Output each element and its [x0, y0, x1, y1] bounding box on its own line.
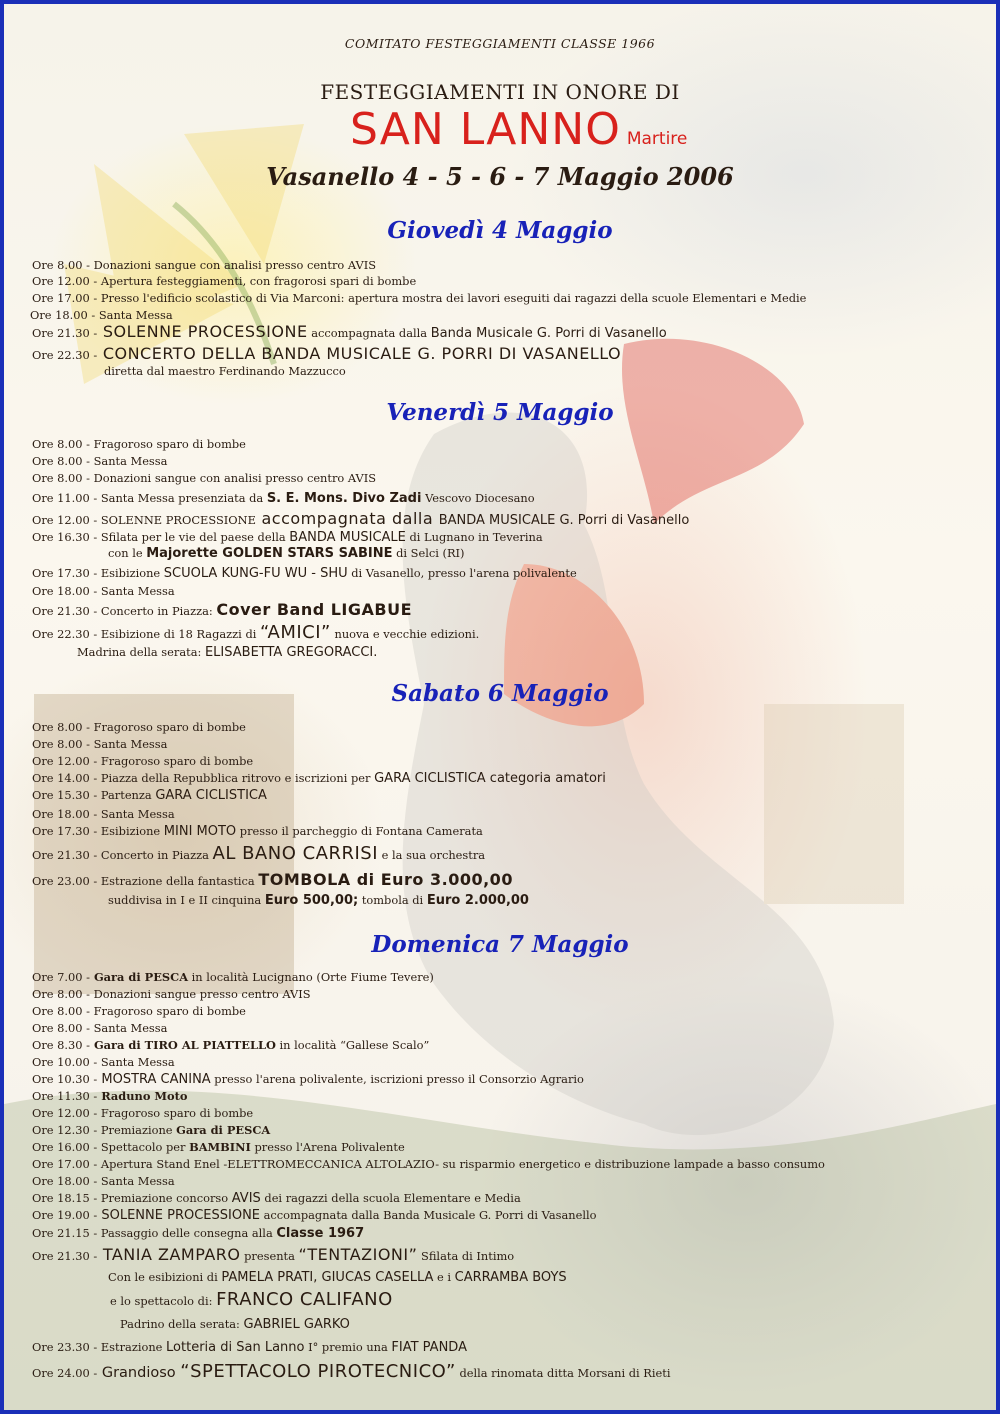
event-line	[32, 1004, 246, 1019]
event-line	[32, 324, 667, 341]
event-line	[108, 1270, 567, 1285]
event-line	[32, 824, 483, 839]
event-text: diretta dal maestro Ferdinando Mazzucco	[104, 364, 346, 378]
event-time: Ore 17.00 -	[32, 1157, 98, 1171]
event-line	[32, 1226, 364, 1241]
event-text: SCUOLA KUNG-FU WU - SHU	[163, 566, 348, 581]
event-line	[32, 1174, 175, 1189]
saint-name: SAN LANNO	[350, 104, 621, 155]
event-text: Lotteria di San Lanno	[166, 1340, 305, 1355]
event-text: e la sua orchestra	[378, 848, 486, 862]
event-text: Donazioni sangue con analisi presso centro AVIS	[89, 471, 377, 485]
event-time: Ore 7.00 -	[32, 970, 90, 984]
event-text: BANDA MUSICALE G. Porri di Vasanello	[438, 513, 690, 528]
event-time: Ore 12.00 -	[32, 513, 98, 527]
event-time: Ore 21.30 -	[32, 1249, 98, 1263]
event-time: Ore 10.30 -	[32, 1072, 98, 1086]
event-text: Gara di TIRO AL PIATTELLO	[89, 1038, 276, 1052]
saint-title	[350, 104, 687, 155]
event-time: Ore 18.00 -	[32, 584, 98, 598]
event-text: Fragoroso sparo di bombe	[89, 720, 246, 734]
event-text: “SPETTACOLO PIROTECNICO”	[180, 1361, 456, 1382]
event-text: di Lugnano in Teverina	[405, 530, 543, 544]
event-text: Fragoroso sparo di bombe	[89, 437, 246, 451]
event-text: Classe 1967	[276, 1226, 365, 1241]
event-line	[32, 1361, 671, 1382]
event-line	[32, 754, 253, 769]
event-text: TOMBOLA di Euro 3.000,00	[258, 870, 513, 889]
event-text: Sfilata per le vie del paese della	[97, 530, 290, 544]
event-text: FIAT PANDA	[391, 1340, 467, 1355]
event-line	[32, 1038, 429, 1053]
event-text: Concerto in Piazza	[97, 848, 213, 862]
event-time: Ore 24.00 -	[32, 1366, 98, 1380]
event-text: FRANCO CALIFANO	[216, 1289, 393, 1310]
event-text: AVIS	[231, 1191, 261, 1206]
event-text: Gara di PESCA	[176, 1123, 271, 1137]
event-time: Ore 17.00 -	[32, 291, 98, 305]
event-text: SOLENNE PROCESSIONE	[97, 1208, 261, 1223]
event-text: MINI MOTO	[163, 824, 237, 839]
event-line	[108, 546, 464, 561]
event-text: TANIA ZAMPARO	[97, 1245, 241, 1264]
event-text: Fragoroso sparo di bombe	[97, 1106, 254, 1120]
event-text: in località “Gallese Scalo”	[275, 1038, 430, 1052]
event-line	[30, 308, 173, 323]
event-text: Apertura Stand Enel -ELETTROMECCANICA ALTOLAZIO- su risparmio energetico e distribuzione lampade a basso consumo	[97, 1157, 825, 1171]
event-time: Ore 11.30 -	[32, 1089, 98, 1103]
event-text: Padrino della serata:	[120, 1317, 244, 1331]
event-time: Ore 8.00 -	[32, 987, 90, 1001]
event-text: SOLENNE PROCESSIONE	[97, 322, 308, 341]
event-time: Ore 18.00 -	[32, 807, 98, 821]
event-text: nuova e vecchie edizioni.	[330, 627, 480, 641]
event-text: Spettacolo per	[97, 1140, 190, 1154]
event-text: Estrazione della fantastica	[97, 874, 259, 888]
event-text: “AMICI”	[260, 622, 331, 643]
event-text: Partenza	[97, 788, 156, 802]
event-time: Ore 22.30 -	[32, 348, 98, 362]
event-time: Ore 15.30 -	[32, 788, 98, 802]
event-time: Ore 8.00 -	[32, 1004, 90, 1018]
event-line	[32, 346, 621, 363]
event-line	[32, 471, 376, 486]
event-line	[32, 1055, 175, 1070]
event-line	[32, 274, 416, 289]
event-line	[32, 788, 267, 803]
event-line	[120, 1317, 350, 1332]
event-text: Donazioni sangue presso centro AVIS	[89, 987, 311, 1001]
event-text: presso l'arena polivalente, iscrizioni presso il Consorzio Agrario	[210, 1072, 584, 1086]
event-line	[32, 987, 311, 1002]
event-time: Ore 18.15 -	[32, 1191, 98, 1205]
event-time: Ore 21.15 -	[32, 1226, 98, 1240]
event-line	[32, 584, 175, 599]
event-line	[104, 364, 346, 379]
event-text: Fragoroso sparo di bombe	[89, 1004, 246, 1018]
event-text: accompagnata dalla	[255, 509, 439, 528]
tower-right	[764, 704, 904, 904]
event-text: AL BANO CARRISI	[212, 843, 379, 864]
event-text: Esibizione	[97, 566, 164, 580]
event-text: Vescovo Diocesano	[421, 491, 535, 505]
event-line	[32, 1106, 253, 1121]
event-time: Ore 10.00 -	[32, 1055, 98, 1069]
day-heading: Sabato 6 Maggio	[391, 680, 609, 707]
event-text: Santa Messa	[89, 737, 168, 751]
event-text: tombola di	[358, 893, 427, 907]
event-text: ELISABETTA GREGORACCI.	[204, 645, 378, 660]
event-time: Ore 21.30 -	[32, 848, 98, 862]
event-text: Esibizione	[97, 824, 164, 838]
committee-name: COMITATO FESTEGGIAMENTI CLASSE 1966	[344, 36, 656, 51]
event-text: Santa Messa	[97, 1055, 175, 1069]
event-text: BANDA MUSICALE	[289, 530, 406, 545]
event-line	[32, 1140, 405, 1155]
event-text: “TENTAZIONI”	[298, 1245, 418, 1264]
event-line	[32, 1191, 521, 1206]
event-text: con le	[108, 546, 147, 560]
event-line	[32, 872, 513, 889]
event-text: presenta	[240, 1249, 299, 1263]
event-time: Ore 8.00 -	[32, 720, 90, 734]
event-line	[32, 454, 167, 469]
event-line	[32, 1072, 584, 1087]
event-text: Banda Musicale G. Porri di Vasanello	[430, 326, 667, 341]
event-text: Euro 2.000,00	[426, 893, 529, 908]
event-text: Euro 500,00;	[264, 893, 359, 908]
event-line	[32, 1247, 514, 1264]
event-text: BAMBINI	[189, 1140, 251, 1154]
event-text: presso l'Arena Polivalente	[250, 1140, 405, 1154]
event-time: Ore 17.30 -	[32, 566, 98, 580]
event-time: Ore 21.30 -	[32, 326, 98, 340]
event-text: in località Lucignano (Orte Fiume Tevere)	[188, 970, 434, 984]
event-line	[77, 645, 377, 660]
event-line	[32, 622, 480, 643]
event-text: dei ragazzi della scuola Elementare e Media	[260, 1191, 521, 1205]
event-time: Ore 8.00 -	[32, 737, 90, 751]
event-text: accompagnata dalla	[307, 326, 431, 340]
event-text: e i	[433, 1270, 455, 1284]
event-text: presso il parcheggio di Fontana Camerata	[236, 824, 483, 838]
event-time: Ore 21.30 -	[32, 604, 98, 618]
event-line	[32, 530, 543, 545]
event-time: Ore 14.00 -	[32, 771, 98, 785]
event-text: Santa Messa	[95, 308, 173, 322]
event-time: Ore 23.30 -	[32, 1340, 98, 1354]
event-text: Santa Messa	[97, 1174, 175, 1188]
event-time: Ore 16.30 -	[32, 530, 98, 544]
event-text: Cover Band LIGABUE	[216, 600, 413, 619]
event-text: Fragoroso sparo di bombe	[97, 754, 254, 768]
event-text: Donazioni sangue con analisi presso centro AVIS	[89, 258, 377, 272]
event-text: della rinomata ditta Morsani di Rieti	[455, 1366, 671, 1380]
event-line	[32, 843, 486, 864]
event-line	[32, 720, 246, 735]
event-text: Esibizione di 18 Ragazzi di	[97, 627, 260, 641]
event-time: Ore 23.00 -	[32, 874, 98, 888]
event-line	[32, 291, 806, 306]
event-line	[32, 602, 412, 619]
event-time: Ore 18.00 -	[30, 308, 96, 322]
event-time: Ore 12.00 -	[32, 274, 98, 288]
event-line	[108, 893, 529, 908]
event-line	[32, 737, 167, 752]
event-line	[32, 1021, 167, 1036]
event-time: Ore 22.30 -	[32, 627, 98, 641]
event-line	[32, 511, 689, 528]
event-time: Ore 12.00 -	[32, 754, 98, 768]
event-text: Presso l'edificio scolastico di Via Marconi: apertura mostra dei lavori eseguiti dai ragazzi della scuole Elementari e Medie	[97, 291, 807, 305]
rider-cape	[622, 339, 804, 524]
event-text: Madrina della serata:	[77, 645, 205, 659]
event-text: accompagnata dalla Banda Musicale G. Porri di Vasanello	[260, 1208, 597, 1222]
event-text: Piazza della Repubblica ritrovo e iscrizioni per	[97, 771, 375, 785]
event-text: CONCERTO DELLA BANDA MUSICALE G. PORRI DI VASANELLO	[97, 344, 622, 363]
event-line	[32, 1208, 597, 1223]
event-text: Concerto in Piazza:	[97, 604, 217, 618]
saint-suffix: Martire	[626, 129, 688, 149]
event-time: Ore 12.00 -	[32, 1106, 98, 1120]
event-text: di Selci (RI)	[392, 546, 465, 560]
event-text: Santa Messa presenziata da	[97, 491, 267, 505]
event-text: I° premio una	[304, 1340, 392, 1354]
event-time: Ore 8.00 -	[32, 437, 90, 451]
day-heading: Giovedì 4 Maggio	[387, 217, 613, 244]
event-text: e lo spettacolo di:	[110, 1294, 217, 1308]
event-text: di Vasanello, presso l'arena polivalente	[347, 566, 577, 580]
day-heading: Venerdì 5 Maggio	[386, 399, 614, 426]
event-line	[32, 1089, 187, 1104]
event-text: Santa Messa	[97, 584, 175, 598]
event-time: Ore 19.00 -	[32, 1208, 98, 1222]
event-text: Santa Messa	[89, 454, 168, 468]
event-text: S. E. Mons. Divo Zadi	[266, 491, 422, 506]
event-text: Santa Messa	[89, 1021, 168, 1035]
event-text: Grandioso	[97, 1365, 181, 1381]
festival-subtitle: FESTEGGIAMENTI IN ONORE DI	[320, 80, 680, 104]
event-line	[32, 970, 434, 985]
event-time: Ore 16.00 -	[32, 1140, 98, 1154]
event-text: Sfilata di Intimo	[417, 1249, 515, 1263]
event-time: Ore 8.00 -	[32, 258, 90, 272]
event-time: Ore 8.00 -	[32, 471, 90, 485]
event-time: Ore 8.30 -	[32, 1038, 90, 1052]
event-line	[110, 1289, 393, 1310]
event-text: Majorette GOLDEN STARS SABINE	[146, 546, 393, 561]
event-text: PAMELA PRATI, GIUCAS CASELLA	[221, 1270, 434, 1285]
event-text: GARA CICLISTICA categoria amatori	[374, 771, 606, 786]
event-text: Estrazione	[97, 1340, 167, 1354]
event-time: Ore 17.30 -	[32, 824, 98, 838]
event-line	[32, 1157, 825, 1172]
event-time: Ore 8.00 -	[32, 1021, 90, 1035]
event-line	[32, 807, 175, 822]
event-text: Gara di PESCA	[89, 970, 189, 984]
event-text: Santa Messa	[97, 807, 175, 821]
event-text: GABRIEL GARKO	[243, 1317, 350, 1332]
event-text: MOSTRA CANINA	[97, 1072, 211, 1087]
event-text: suddivisa in I e II cinquina	[108, 893, 265, 907]
event-text: Premiazione	[97, 1123, 177, 1137]
event-text: Passaggio delle consegna alla	[97, 1226, 277, 1240]
event-line	[32, 437, 246, 452]
day-heading: Domenica 7 Maggio	[371, 931, 629, 958]
event-text: Premiazione concorso	[97, 1191, 232, 1205]
event-text: Con le esibizioni di	[108, 1270, 222, 1284]
event-time: Ore 11.00 -	[32, 491, 98, 505]
festival-dates: Vasanello 4 - 5 - 6 - 7 Maggio 2006	[266, 162, 734, 191]
event-text: SOLENNE PROCESSIONE	[97, 513, 256, 527]
event-text: Apertura festeggiamenti, con fragorosi spari di bombe	[97, 274, 417, 288]
event-text: CARRAMBA BOYS	[454, 1270, 567, 1285]
event-line	[32, 566, 577, 581]
event-line	[32, 1123, 270, 1138]
event-text: GARA CICLISTICA	[155, 788, 267, 803]
event-line	[32, 258, 376, 273]
event-time: Ore 18.00 -	[32, 1174, 98, 1188]
event-time: Ore 12.30 -	[32, 1123, 98, 1137]
event-line	[32, 491, 535, 506]
event-time: Ore 8.00 -	[32, 454, 90, 468]
event-text: Raduno Moto	[97, 1089, 188, 1103]
event-line	[32, 1340, 467, 1355]
event-line	[32, 771, 606, 786]
